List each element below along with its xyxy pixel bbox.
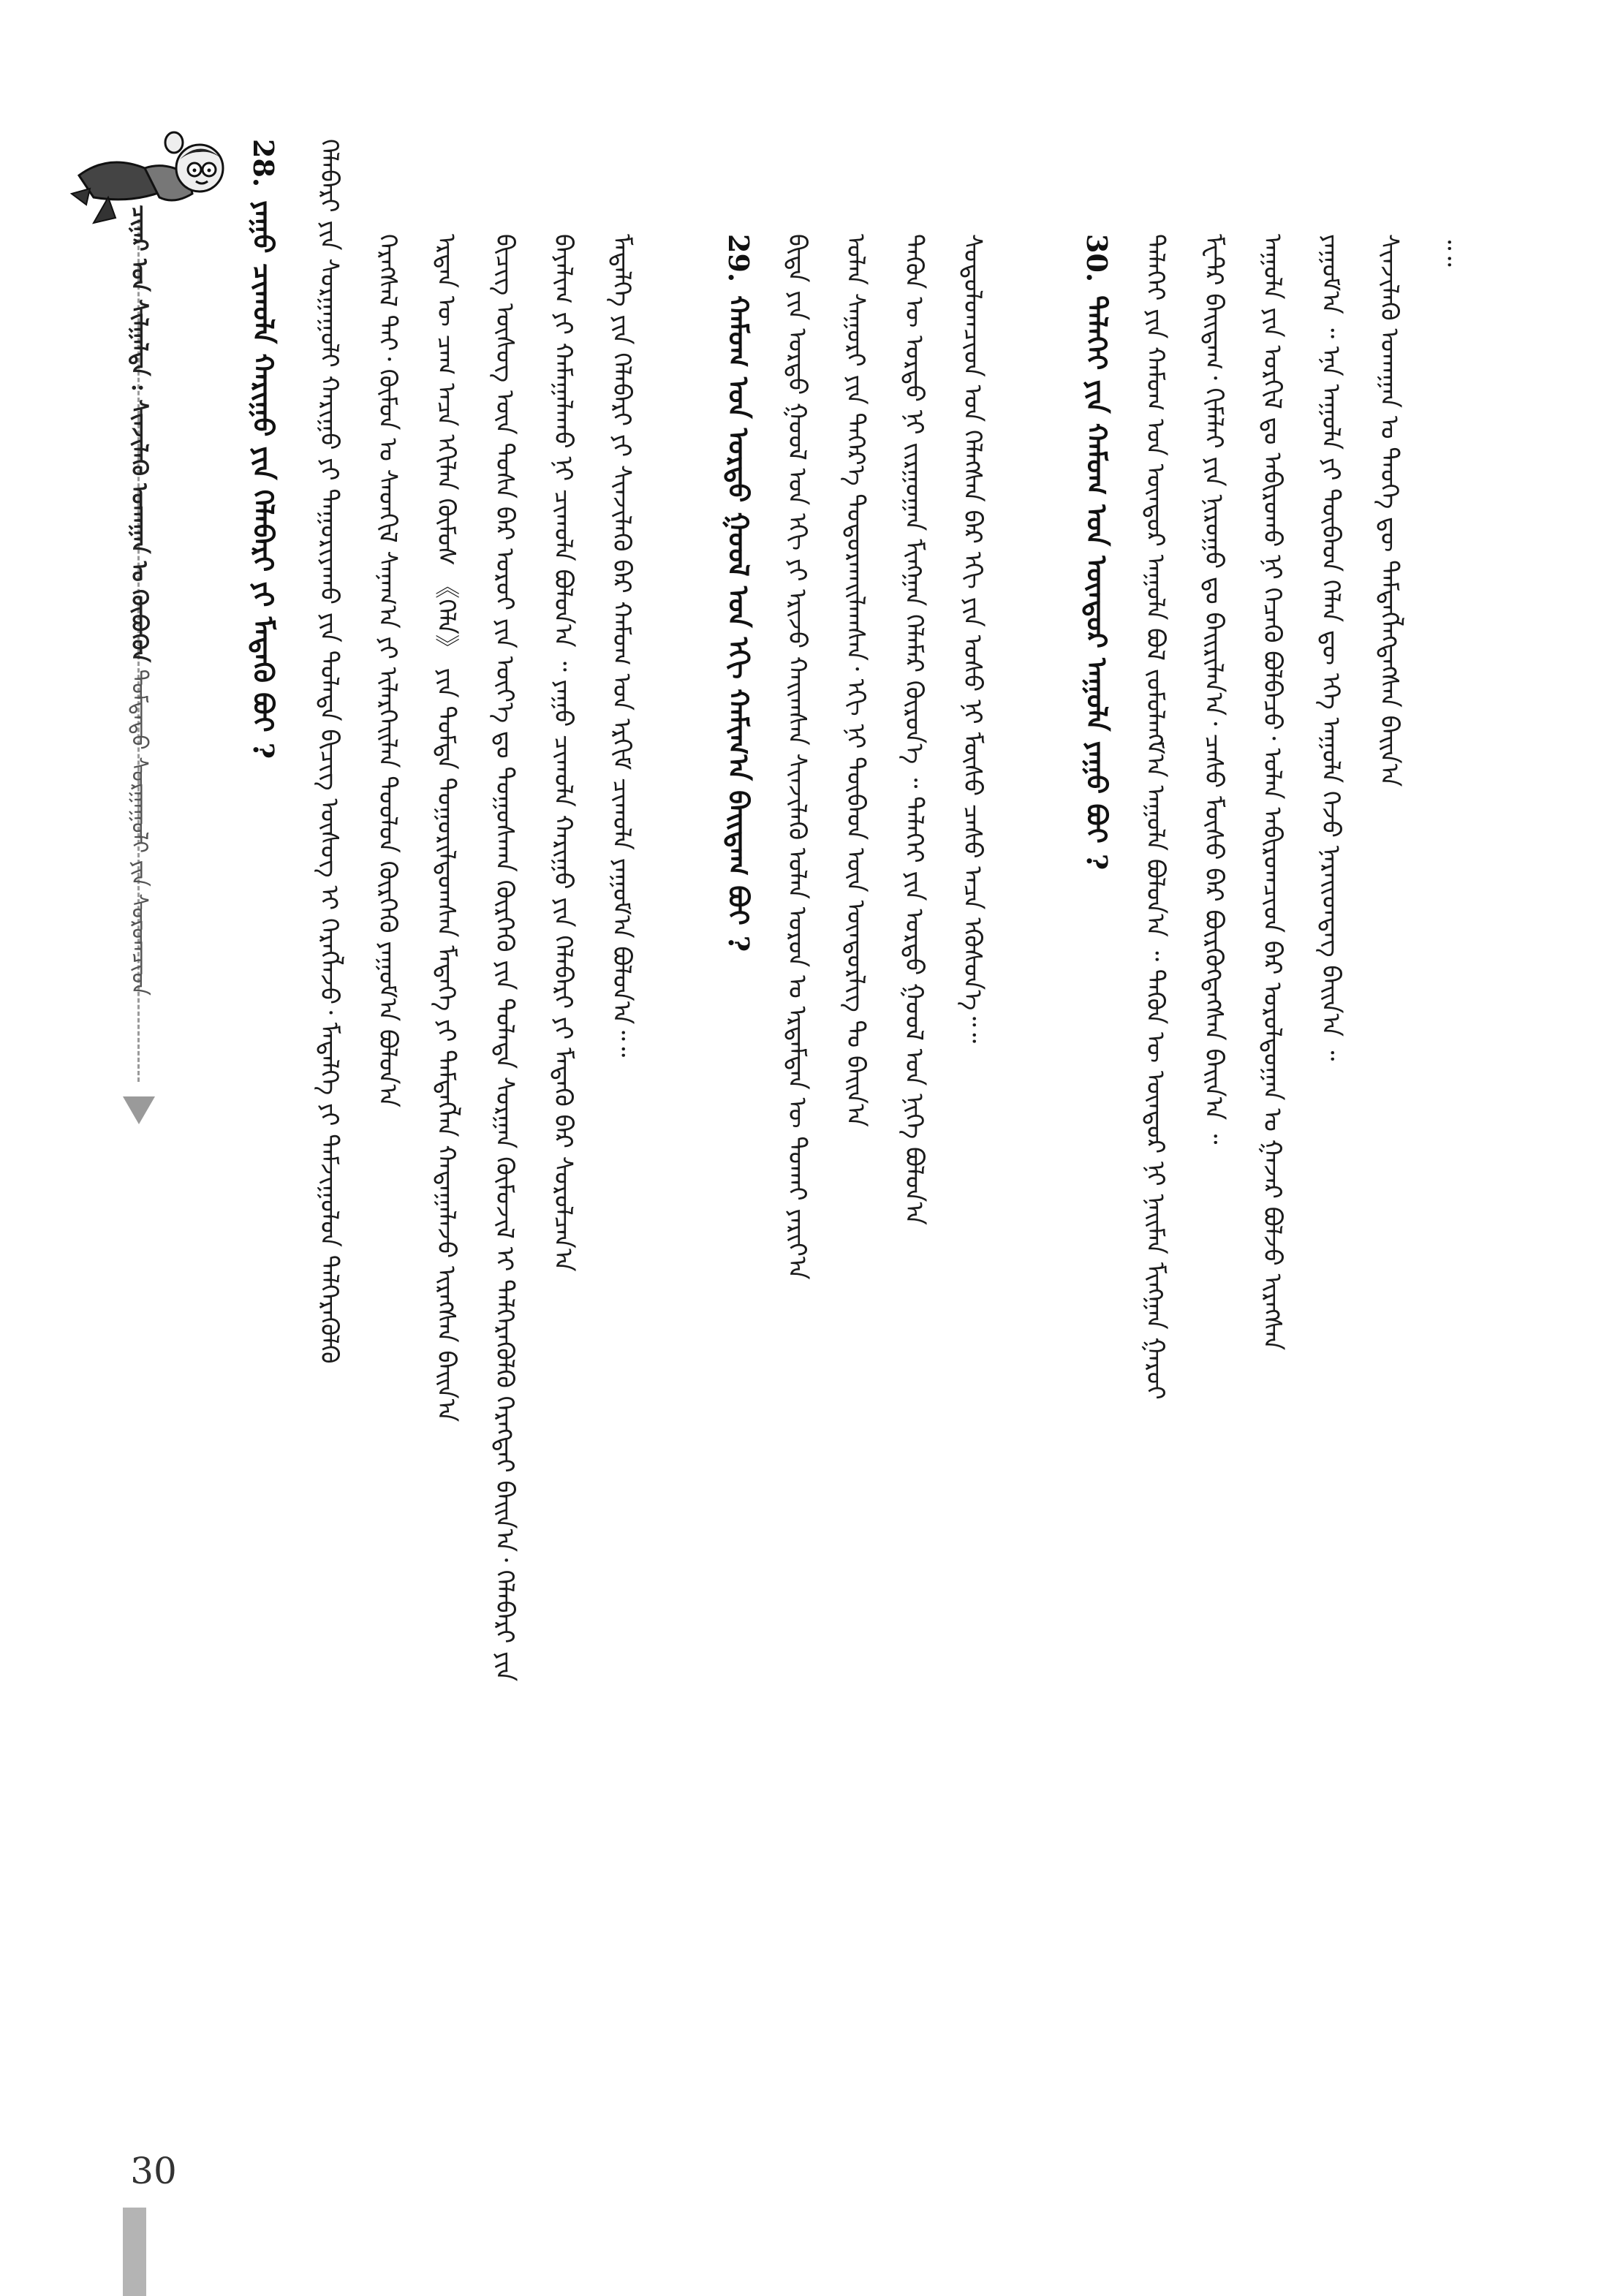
answer-29-line-2 (812, 234, 870, 2222)
mascot-boy-illustration (64, 124, 232, 241)
answer-29-line-2-text: ᠣᠯᠠᠨ ᠰᠠᠭᠤᠷᠢ ᠶᠢᠨ ᠳᠡᠭᠡᠷ᠎ᠡ ᠲᠣᠳᠣᠷᠬᠠᠢᠯᠠᠭᠰᠠᠨ᠂ ᠡᠬᠢ ᠨᠢ ᠲᠦᠪᠡᠳ ᠦᠨ ᠥᠨᠳᠦᠷᠯᠢᠭ ᠲᠤ ᠪᠠᠢᠨ᠎ᠠ (841, 234, 870, 1127)
question-28 (241, 139, 285, 2127)
answer-28-line-3 (402, 234, 461, 2222)
answer-29-line-1 (753, 234, 812, 2222)
running-header (110, 205, 168, 1140)
answer-30-line-5 (1345, 234, 1404, 2222)
question-30-column (1053, 234, 1113, 2222)
answer-28-line-5-text: ᠪᠠᠶᠠᠯᠢᠭ ᠶᠢ ᠬᠠᠮᠠᠭᠠᠯᠠᠬᠤ ᠨᠢ ᠴᠢᠬᠤᠯᠠ ᠪᠣᠯᠤᠨ᠎ᠠ ᠃ ᠶᠠᠭᠤ ᠴᠢᠬᠤᠯᠠ ᠬᠠᠷᠢᠭᠤ ᠶᠢᠨ ᠬᠡᠯᠡᠪᠡᠷᠢ ᠶᠢ ᠮᠡᠳᠡᠬᠦ ᠪᠡᠷ ᠰᠤᠷᠤᠯᠴᠠᠨ᠎ᠠ (548, 234, 578, 1272)
question-29-text: ᠬᠠᠮᠤᠭ ᠤᠨ ᠤᠷᠲᠤ ᠭᠣᠣᠯ ᠤᠨ ᠡᠬᠢ ᠬᠠᠮᠢᠭ᠎ᠠ ᠪᠠᠢᠳᠠᠭ ᠪᠤᠢ (722, 295, 755, 925)
question-29-mark: ? (722, 935, 755, 952)
answer-30-line-6-text: ᠃᠃ (1433, 234, 1462, 267)
answer-30-line-1 (1111, 234, 1170, 2222)
answer-30-line-6 (1404, 234, 1462, 380)
running-header-text (124, 205, 154, 1082)
question-29-column (695, 234, 755, 2222)
page-number: 30 (130, 2150, 177, 2192)
answer-30-line-5-text: ᠰᠢᠨᠵᠢᠯᠡᠬᠦ ᠤᠬᠠᠭᠠᠨ ᠤ ᠲᠡᠦᠬᠡ ᠳᠦ ᠲᠡᠮᠳᠡᠭᠯᠡᠭᠳᠡᠭᠰᠡᠨ ᠪᠠᠢᠨ᠎ᠠ (1374, 234, 1404, 787)
answer-30-line-3-text: ᠠᠭᠤᠯᠠ ᠶᠢᠨ ᠣᠷᠭᠢᠯ ᠳᠤ ᠠᠪᠢᠷᠤᠬᠤ ᠨᠢ ᠬᠡᠴᠡᠭᠦ ᠪᠣᠯᠪᠠᠴᠤ᠂ ᠣᠯᠠᠨ ᠠᠪᠢᠷᠤᠭᠴᠢᠳ ᠪᠠᠷ ᠤᠷᠤᠯᠳᠤᠭᠠᠨ ᠤ ᠭᠠᠵᠠᠷ ᠪᠣᠯᠵᠤ ᠢᠷᠡᠭᠰᠡᠨ (1257, 234, 1287, 1351)
question-30-text: ᠳᠡᠯᠡᠬᠡᠢ ᠶᠢᠨ ᠬᠠᠮᠤᠭ ᠤᠨ ᠥᠨᠳᠦᠷ ᠠᠭᠤᠯᠠ ᠶᠠᠭᠤ ᠪᠤᠢ (1081, 295, 1113, 844)
answer-30-line-2 (1170, 234, 1228, 2222)
question-28-text: ᠶᠠᠭᠤ ᠴᠢᠬᠤᠯᠠ ᠬᠠᠷᠢᠭᠤ ᠶᠢᠨ ᠬᠡᠯᠡᠪᠡᠷᠢ ᠶᠢ ᠮᠡᠳᠡᠬᠦ ᠪᠤᠢ (247, 200, 280, 732)
answer-29-line-3-text: ᠲᠡᠭᠦᠨ ᠦ ᠤᠷᠲᠤ ᠨᠢ ᠵᠢᠷᠭᠤᠭᠠᠨ ᠮᠢᠩᠭᠠᠨ ᠬᠡᠯᠡᠮᠡᠷ ᠬᠦᠷᠦᠨ᠎ᠡ ᠃ ᠳᠡᠯᠡᠬᠡᠢ ᠶᠢᠨ ᠤᠷᠲᠤ ᠭᠣᠣᠯ ᠤᠨ ᠨᠢᠭᠡ ᠪᠣᠯᠤᠨ᠎ᠠ (899, 234, 928, 1226)
answer-30-line-3 (1228, 234, 1287, 2222)
answer-28-line-1 (285, 139, 344, 2127)
answer-29-line-4 (928, 234, 987, 2222)
answer-29-line-1-text: ᠪᠢᠳᠡ ᠶᠢᠨ ᠤᠷᠲᠤ ᠭᠣᠣᠯ ᠤᠨ ᠡᠬᠢ ᠶᠢ ᠡᠷᠢᠵᠦ ᠬᠠᠢᠭᠰᠠᠨ ᠰᠢᠨᠵᠢᠯᠡᠬᠦ ᠣᠯᠠᠨ ᠣᠷᠤᠨ ᠤ ᠡᠷᠳᠡᠮᠲᠡᠨ ᠦ ᠲᠤᠬᠠᠢ ᠶᠠᠷᠢᠶ᠎ᠠ (782, 234, 812, 1280)
answer-30-line-1-text: ᠳᠡᠯᠡᠬᠡᠢ ᠶᠢᠨ ᠬᠠᠮᠤᠭ ᠤᠨ ᠥᠨᠳᠦᠷ ᠠᠭᠤᠯᠠ ᠪᠣᠯ ᠵᠣᠮᠣᠯᠠᠩᠮ᠎ᠠ ᠠᠭᠤᠯᠠ ᠪᠣᠯᠤᠨ᠎ᠠ ᠃ ᠲᠡᠭᠦᠨ ᠦ ᠥᠨᠳᠦᠷ ᠨᠢ ᠨᠠᠢᠮᠠᠨ ᠮᠢᠩᠭᠠᠨ ᠭᠠᠷᠤᠢ (1140, 234, 1170, 1400)
answer-28-line-4 (461, 234, 519, 2222)
running-title: ᠴᠢᠨᠠᠷ ᠤᠨ ᠰᠢᠯᠭᠠᠯᠲᠠ : ᠰᠢᠨᠵᠢᠯᠡᠬᠦ ᠤᠬᠠᠭᠠᠨ ᠤ ᠬᠥᠪᠦᠭᠦᠨ (126, 205, 152, 663)
answer-28-line-1-text: ᠬᠡᠯᠡᠪᠡᠷᠢ ᠶᠢᠨ ᠰᠤᠷᠭᠠᠭᠤᠯᠢ ᠬᠠᠷᠢᠭᠤ ᠶᠢ ᠳᠠᠭᠤᠷᠢᠶᠠᠬᠤ ᠶᠢᠨ ᠲᠤᠯᠠᠳᠠ ᠪᠢᠴᠢᠭ ᠦᠰᠦᠭ ᠢ ᠬᠡᠷᠡᠭᠯᠡᠵᠦ᠂ ᠮᠡᠳᠡᠯᠭᠡ ᠶᠢ ᠳᠠᠮᠵᠢᠭᠤᠯᠤᠨ ᠳᠡᠯᠭᠡᠷᠡᠭᠦᠯᠬᠦ (314, 139, 344, 1364)
header-arrow-icon (123, 1096, 155, 1124)
answer-30-line-2-text: ᠮᠧᠲ᠋ᠷ ᠪᠠᠢᠳᠠᠭ᠂ ᠬᠢᠮᠠᠯᠠᠢ ᠶᠢᠨ ᠨᠢᠷᠤᠭᠤ ᠳᠤ ᠪᠠᠢᠷᠢᠯᠠᠨ᠎ᠠ᠂ ᠴᠠᠰᠤ ᠮᠥᠰᠦ ᠪᠡᠷ ᠪᠦᠷᠬᠦᠭᠳᠡᠭᠰᠡᠨ ᠪᠠᠢᠨ᠎ᠠ ᠃ (1199, 234, 1228, 1145)
answer-30-line-4 (1287, 234, 1345, 2222)
answer-28-line-2-text: ᠬᠡᠷᠡᠭᠰᠡᠯ ᠲᠠᠢ᠂ ᠬᠦᠮᠦᠨ ᠤ ᠰᠡᠳᠬᠢᠯ ᠰᠠᠨᠠᠭ᠎ᠠ ᠶᠢ ᠢᠯᠡᠷᠬᠡᠢᠯᠡᠨ ᠲᠤᠤᠯᠤᠨ ᠬᠦᠷᠭᠡᠬᠦ ᠶᠠᠭᠤᠮ᠎ᠠ ᠪᠤᠯᠤᠨ᠎ᠠ (373, 234, 402, 1107)
answer-28-line-6 (578, 234, 636, 2222)
running-subtitle: ᠳᠤᠮᠳᠠᠳᠤ ᠰᠤᠷᠭᠠᠭᠤᠯᠢ ᠶᠢᠨ ᠰᠤᠷᠤᠭᠴᠢᠳ (126, 669, 152, 996)
answer-30-line-4-text: ᠶᠠᠭᠤᠮ᠎ᠠ ᠃ ᠡᠨᠡ ᠠᠭᠤᠯᠠ ᠶᠢ ᠲᠥᠪᠡᠳ ᠬᠡᠯᠡᠨ ᠳᠦ ᠡᠬᠡ ᠠᠭᠤᠯᠠ ᠭᠡᠵᠦ ᠨᠡᠷᠡᠢᠳᠳᠡᠭ ᠪᠠᠢᠨ᠎ᠠ ᠃ (1316, 234, 1345, 1061)
question-28-column (219, 139, 280, 2127)
question-30-mark: ? (1081, 853, 1113, 871)
question-30-number: 30. (1081, 234, 1113, 283)
answer-28-line-5 (519, 234, 578, 2222)
question-29-number: 29. (722, 234, 755, 283)
answer-28-line-6-text: ᠮᠡᠳᠡᠯᠭᠡ ᠶᠢᠨ ᠬᠡᠯᠡᠪᠡᠷᠢ ᠶᠢ ᠰᠢᠨᠵᠢᠯᠡᠬᠦ ᠪᠡᠷ ᠬᠠᠮᠤᠭ ᠤᠨ ᠡᠷᠬᠢᠮ ᠴᠢᠬᠤᠯᠠ ᠶᠠᠭᠤᠮ᠎ᠠ ᠪᠤᠯᠤᠨ᠎ᠠ᠃᠃ (607, 234, 636, 1058)
answer-29-line-4-text: ᠰᠤᠳᠤᠯᠤᠭᠴᠢᠳ ᠤᠨ ᠬᠡᠯᠡᠭᠰᠡᠨ ᠪᠡᠷ ᠡᠬᠢ ᠶᠢᠨ ᠤᠰᠤ ᠨᠢ ᠮᠥᠰᠦ ᠴᠠᠰᠤ ᠠᠴᠠ ᠡᠭᠦᠰᠦᠨ᠎ᠡ᠃᠃ (958, 234, 987, 1043)
question-28-number: 28. (247, 139, 280, 188)
answer-28-line-2 (344, 234, 402, 2222)
answer-28-line-4-text: ᠪᠢᠴᠢᠭ᠌ ᠦᠰᠦᠭ ᠦᠨ ᠲᠤᠰᠠ ᠪᠠᠷ ᠤᠷᠤᠢ ᠶᠢᠨ ᠦᠶ᠎ᠡ ᠳᠤ ᠲᠤᠭᠤᠰᠬᠠᠨ ᠬᠦᠷᠭᠡᠬᠦ ᠶᠢᠨ ᠲᠤᠯᠠᠳᠠ ᠰᠤᠷᠭᠠᠨ ᠬᠦᠮᠦᠵᠢᠯ ᠢ ᠳᠡᠯᠭᠡᠷᠡᠭᠦᠯᠬᠦ ᠬᠡᠷᠡᠭᠲᠡᠢ ᠪᠠᠢᠨ᠎ᠠ᠂ ᠬᠡᠯᠡᠪᠡᠷᠢ ᠶᠢᠨ (490, 234, 519, 1682)
question-28-mark: ? (247, 742, 280, 759)
page-edge-tab (123, 2208, 146, 2296)
answer-28-line-3-text: ᠡᠷᠲᠡᠨ ᠦ ᠴᠠᠭ ᠠᠴᠠ ᠡᠬᠢᠯᠡᠨ ᠬᠦᠮᠦᠰ 《ᠬᠡᠯᠡ》 ᠶᠢᠨ ᠳᠤᠮᠳᠠ ᠲᠤᠭᠤᠷᠢᠯᠳᠤᠭᠰᠠᠨ ᠮᠡᠳᠡᠭᠡ ᠶᠢ ᠲᠡᠮᠳᠡᠭᠯᠡᠨ ᠬᠠᠳᠠᠭᠠᠯᠠᠵᠤ ᠢᠷᠡᠭᠰᠡᠨ ᠪᠠᠢᠨ᠎ᠠ (431, 234, 461, 1422)
answer-29-line-3 (870, 234, 928, 2222)
